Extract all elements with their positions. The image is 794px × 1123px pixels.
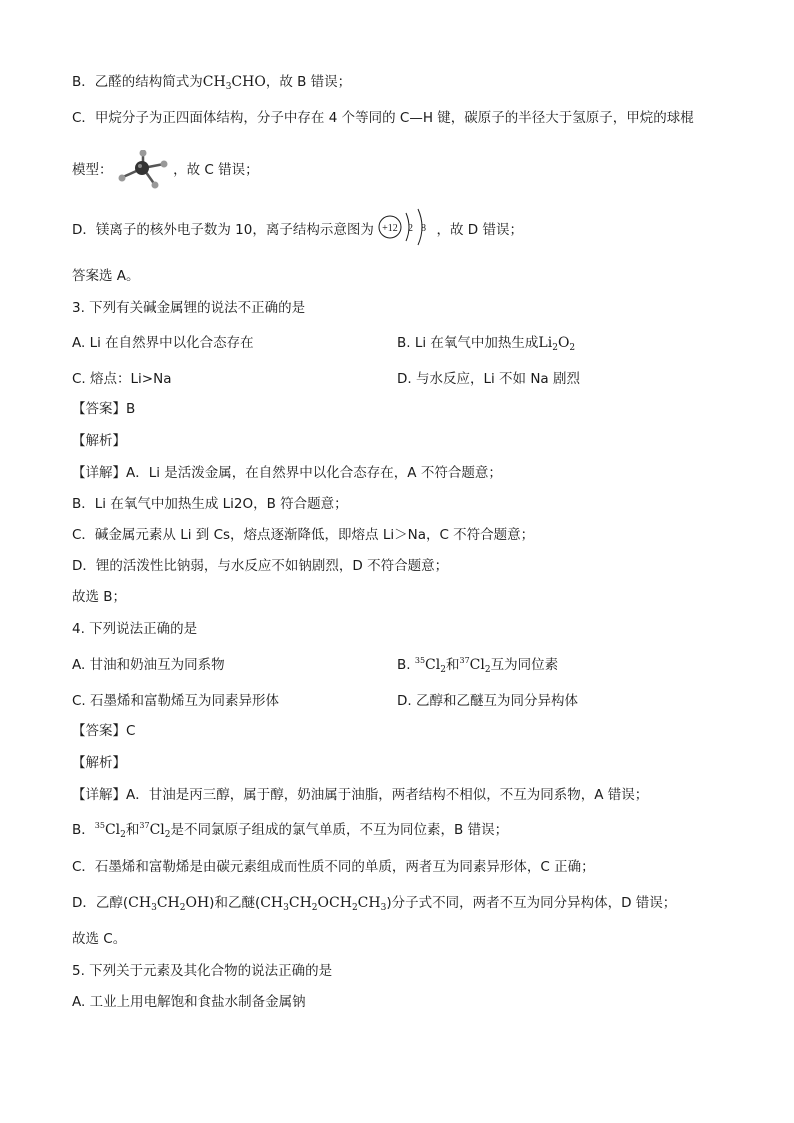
mg-ion-structure-diagram — [378, 207, 432, 247]
q5-stem: 5. 下列关于元素及其化合物的说法正确的是 — [72, 963, 333, 979]
q4-conclusion: 故选 C。 — [72, 931, 127, 947]
q4-detail-b-and: 和 — [125, 822, 140, 838]
q4-analysis-label: 【解析】 — [72, 755, 126, 771]
q4-detail-d — [72, 893, 676, 913]
q3-answer: 【答案】B — [72, 401, 136, 417]
q4-option-d: D. 乙醇和乙醚互为同分异构体 — [397, 693, 578, 709]
b-prefix: B．乙醛的结构简式为 — [72, 74, 203, 90]
q4-detail-b — [72, 820, 508, 840]
b-suffix: ，故 B 错误； — [265, 74, 352, 90]
answer-a: 答案选 A。 — [72, 268, 140, 284]
q4-option-b-label: B. — [397, 657, 411, 673]
methane-model-line — [72, 150, 259, 190]
q4-option-b-isotope1: $^{35}Cl_2$ — [414, 656, 446, 675]
q4-detail-b-suffix: 是不同氯原子组成的氯气单质，不互为同位素，B 错误； — [170, 822, 509, 838]
option-d-explanation — [72, 213, 523, 243]
q4-option-b-suffix: 互为同位素 — [490, 657, 559, 673]
q4-detail-c: C．石墨烯和富勒烯是由碳元素组成而性质不同的单质，两者互为同素异形体，C 正确； — [72, 859, 595, 875]
q4-detail-b-label: B． — [72, 822, 95, 838]
q4-option-c: C. 石墨烯和富勒烯互为同素异形体 — [72, 693, 280, 709]
q3-option-b — [397, 333, 575, 353]
q3-option-d: D. 与水反应，Li 不如 Na 剧烈 — [397, 371, 580, 387]
q3-conclusion: 故选 B； — [72, 589, 127, 605]
q3-detail-d: D．锂的活泼性比钠弱，与水反应不如钠剧烈，D 不符合题意； — [72, 558, 449, 574]
option-c-explanation: C．甲烷分子为正四面体结构，分子中存在 4 个等同的 C—H 键，碳原子的半径大于氢原子，甲烷的球棍 — [72, 110, 694, 126]
option-b-explanation — [72, 72, 351, 92]
nucleus-charge: +12 — [382, 223, 398, 234]
d-suffix: ，故 D 错误； — [436, 222, 523, 238]
q4-detail-d-ethanol: $CH_3CH_2OH$ — [128, 895, 210, 913]
q4-answer: 【答案】C — [72, 723, 136, 739]
q3-analysis-label: 【解析】 — [72, 433, 126, 449]
q4-detail-d-prefix: D．乙醇( — [72, 895, 129, 911]
q3-detail-b: B．Li 在氧气中加热生成 Li2O，B 符合题意； — [72, 496, 348, 512]
b-formula: $CH_3CHO$ — [202, 74, 266, 92]
q4-option-a: A. 甘油和奶油互为同系物 — [72, 657, 225, 673]
q4-detail-d-ether: $CH_3CH_2OCH_2CH_3$ — [260, 895, 387, 913]
q4-detail-b-formula1: $^{35}Cl_2$ — [94, 821, 126, 840]
d-prefix: D．镁离子的核外电子数为 10，离子结构示意图为 — [72, 222, 374, 238]
q3-stem: 3. 下列有关碱金属锂的说法不正确的是 — [72, 300, 306, 316]
model-label: 模型： — [72, 162, 113, 178]
q3-detail-c: C．碱金属元素从 Li 到 Cs，熔点逐渐降低，即熔点 Li＞Na，C 不符合题意； — [72, 527, 535, 543]
q3-option-a: A. Li 在自然界中以化合态存在 — [72, 335, 254, 351]
q4-option-b-isotope2: $^{37}Cl_2$ — [459, 656, 491, 675]
q3-detail-a: 【详解】A．Li 是活泼金属，在自然界中以化合态存在，A 不符合题意； — [72, 465, 502, 481]
shell2-electrons: 8 — [421, 223, 427, 234]
q4-detail-d-suffix: )分子式不同，两者不互为同分异构体，D 错误； — [386, 895, 677, 911]
model-suffix: ，故 C 错误； — [173, 162, 259, 178]
q4-option-b-and: 和 — [445, 657, 460, 673]
q4-option-b — [397, 655, 558, 675]
shell1-electrons: 2 — [408, 223, 414, 234]
q3-option-b-text: B. Li 在氧气中加热生成 — [397, 335, 539, 351]
q4-stem: 4. 下列说法正确的是 — [72, 621, 198, 637]
q4-detail-b-formula2: $^{37}Cl_2$ — [139, 821, 171, 840]
q4-detail-d-mid: )和乙醚( — [209, 895, 261, 911]
q3-option-b-formula: $Li_2O_2$ — [538, 335, 576, 353]
q3-option-c: C. 熔点：Li>Na — [72, 371, 172, 387]
q4-detail-a: 【详解】A．甘油是丙三醇，属于醇，奶油属于油脂，两者结构不相似，不互为同系物，A 错误； — [72, 787, 649, 803]
methane-ball-stick-model — [117, 150, 169, 190]
q5-option-a: A. 工业上用电解饱和食盐水制备金属钠 — [72, 994, 306, 1010]
